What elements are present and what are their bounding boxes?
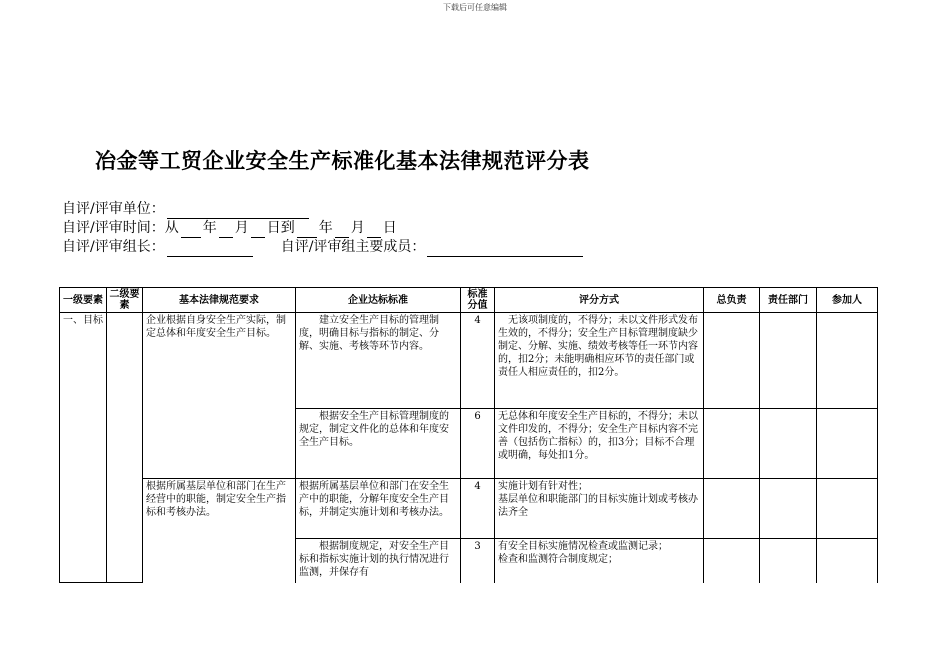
members-label: 自评/评审组主要成员： [280, 239, 426, 255]
year2-blank[interactable] [297, 223, 317, 238]
method-cell: 有安全目标实施情况检查或监测记录； 检查和监测符合制度规定； [495, 539, 704, 583]
score-cell: 6 [461, 409, 495, 479]
total-cell[interactable] [704, 539, 760, 583]
standard-cell: 建立安全生产目标的管理制度，明确目标与指标的制定、分解、实施、考核等环节内容。 [296, 313, 461, 409]
standard-cell: 根据所属基层单位和部门在安全生产中的职能，分解年度安全生产目标，并制定实施计划和考核办法。 [296, 479, 461, 539]
standard-cell: 根据安全生产目标管理制度的规定，制定文件化的总体和年度安全生产目标。 [296, 409, 461, 479]
score-cell: 3 [461, 539, 495, 583]
participants-cell[interactable] [817, 409, 878, 479]
table-row [60, 313, 878, 409]
unit-blank[interactable] [167, 204, 309, 219]
day-to-label: 日到 [266, 220, 295, 236]
dept-cell[interactable] [760, 313, 817, 409]
meta-time-line [62, 219, 585, 238]
dept-cell[interactable] [760, 479, 817, 539]
day2-label: 日 [382, 220, 397, 236]
header-level1: 一级要素 [60, 288, 107, 313]
header-participants: 参加人 [817, 288, 878, 313]
header-standard: 企业达标标准 [296, 288, 461, 313]
participants-cell[interactable] [817, 539, 878, 583]
law-cell: 企业根据自身安全生产实际，制定总体和年度安全生产目标。 [143, 313, 296, 479]
header-total: 总负责 [704, 288, 760, 313]
leader-label: 自评/评审组长： [62, 239, 165, 255]
document-title: 冶金等工贸企业安全生产标准化基本法律规范评分表 [95, 149, 590, 173]
day2-blank[interactable] [367, 223, 381, 238]
participants-cell[interactable] [817, 479, 878, 539]
header-law: 基本法律规范要求 [143, 288, 296, 313]
year2-label: 年 [318, 220, 333, 236]
total-cell[interactable] [704, 479, 760, 539]
month2-blank[interactable] [335, 223, 349, 238]
header-method: 评分方式 [495, 288, 704, 313]
dept-cell[interactable] [760, 539, 817, 583]
header-level2: 二级要素 [107, 288, 143, 313]
year1-label: 年 [202, 220, 217, 236]
month1-blank[interactable] [219, 223, 233, 238]
total-cell[interactable] [704, 313, 760, 409]
members-blank[interactable] [427, 242, 583, 257]
header-score: 标准分值 [461, 288, 495, 313]
table-header-row [60, 288, 878, 313]
method-cell: 无该项制度的，不得分；未以文件形式发布生效的，不得分；安全生产目标管理制度缺少制定、分解、实施、绩效考核等任一环节内容的，扣2分；未能明确相应环节的责任部门或责任人相应责任的，扣2分。 [495, 313, 704, 409]
method-cell: 无总体和年度安全生产目标的，不得分；未以文件印发的，不得分；安全生产目标内容不完善（包括伤亡指标）的，扣3分；目标不合理或明确，每处扣1分。 [495, 409, 704, 479]
method-cell: 实施计划有针对性； 基层单位和职能部门的目标实施计划或考核办法齐全 [495, 479, 704, 539]
meta-block [62, 200, 585, 257]
level2-cell [107, 313, 143, 583]
standard-cell: 根据制度规定，对安全生产目标和指标实施计划的执行情况进行监测，并保存有 [296, 539, 461, 583]
score-cell: 4 [461, 313, 495, 409]
time-label: 自评/评审时间：从 [62, 220, 179, 236]
dept-cell[interactable] [760, 409, 817, 479]
leader-blank[interactable] [167, 242, 253, 257]
total-cell[interactable] [704, 409, 760, 479]
page-header-note: 下载后可任意编辑 [443, 3, 507, 12]
header-dept: 责任部门 [760, 288, 817, 313]
participants-cell[interactable] [817, 313, 878, 409]
unit-label: 自评/评审单位： [62, 201, 165, 217]
month1-label: 月 [234, 220, 249, 236]
meta-leader-line [62, 238, 585, 257]
year1-blank[interactable] [181, 223, 201, 238]
table-row [60, 479, 878, 539]
day1-blank[interactable] [251, 223, 265, 238]
month2-label: 月 [350, 220, 365, 236]
law-cell: 根据所属基层单位和部门在生产经营中的职能，制定安全生产指标和考核办法。 [143, 479, 296, 583]
section-cell: 一、目标 [60, 313, 107, 583]
score-cell: 4 [461, 479, 495, 539]
meta-unit-line [62, 200, 585, 219]
scoring-table [59, 287, 878, 583]
